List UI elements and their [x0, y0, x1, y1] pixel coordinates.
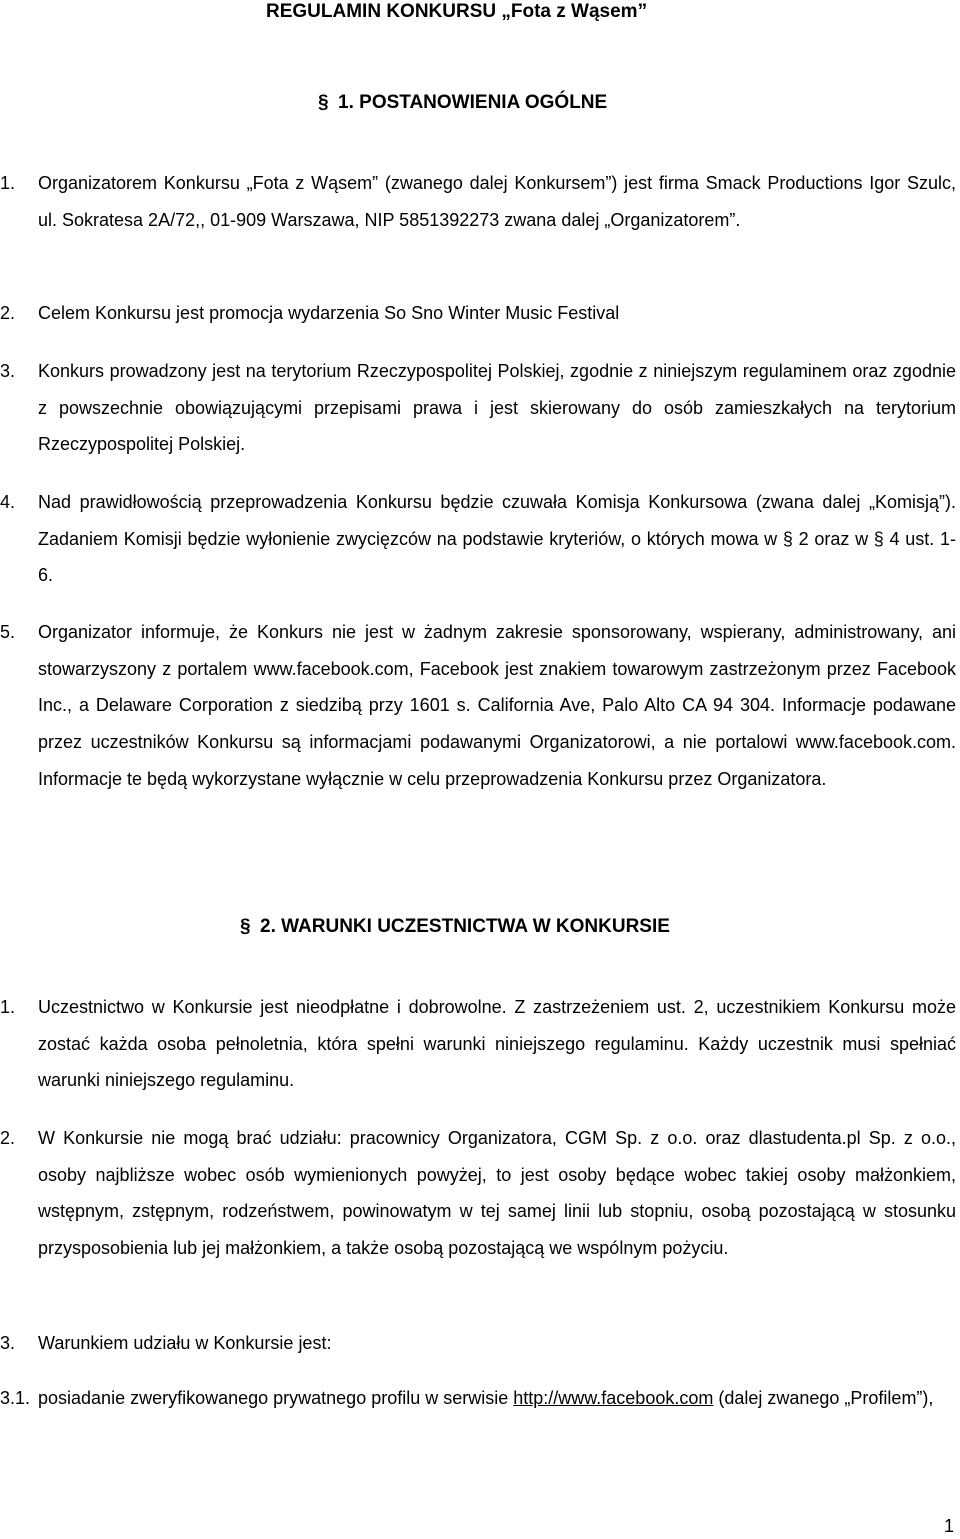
item-number: 3.: [0, 1333, 16, 1353]
item-text: Nad prawidłowością przeprowadzenia Konkursu będzie czuwała Komisja Konkursowa (zwana dalej „Komisją”). Zadaniem Komisji będzie wyłonienie zwycięzców na podstawie kryteriów, o których mowa w § 2 oraz w § 4 ust. 1- 6.: [38, 492, 956, 586]
item-text-after: (dalej zwanego „Profilem”),: [713, 1388, 934, 1408]
section-heading-2: [240, 916, 670, 938]
item-text: Warunkiem udziału w Konkursie jest:: [38, 1333, 332, 1353]
item-number: 2.: [0, 303, 16, 323]
section-heading-number: 1.: [338, 92, 354, 113]
item-number: 2.: [0, 1128, 16, 1148]
item-text: [38, 1380, 956, 1417]
section-heading-1: [318, 92, 607, 114]
section-heading-text: POSTANOWIENIA OGÓLNE: [359, 92, 608, 113]
item-number: 5.: [0, 622, 16, 642]
item-number: 3.: [0, 361, 16, 381]
page-number: 1: [943, 1516, 954, 1536]
item-number: 1.: [0, 997, 16, 1017]
item-text: Uczestnictwo w Konkursie jest nieodpłatne i dobrowolne. Z zastrzeżeniem ust. 2, uczestnikiem Konkursu może zostać każda osoba pełnoletnia, która spełni warunki niniejszego regulaminu. Każdy uczestnik musi spełniać warunki niniejszego regulaminu.: [38, 997, 956, 1091]
item-text: Organizatorem Konkursu „Fota z Wąsem” (zwanego dalej Konkursem”) jest firma Smack Productions Igor Szulc, ul. Sokratesa 2A/72,, 01-909 Warszawa, NIP 5851392273 zwana dalej „Organizatorem”.: [38, 173, 956, 230]
section-bullet: §: [318, 92, 329, 113]
section-heading-text: WARUNKI UCZESTNICTWA W KONKURSIE: [281, 916, 670, 937]
item-text-before: posiadanie zweryfikowanego prywatnego profilu w serwisie: [38, 1388, 514, 1408]
item-number: 4.: [0, 492, 16, 512]
section-heading-number: 2.: [260, 916, 276, 937]
item-text: Organizator informuje, że Konkurs nie jest w żadnym zakresie sponsorowany, wspierany, administrowany, ani stowarzyszony z portalem www.facebook.com, Facebook jest znakiem towarowym zastrzeżonym przez Facebook Inc., a Delaware Corporation z siedzibą przy 1601 s. California Ave, Palo Alto CA 94 304. Informacje podawane przez uczestników Konkursu są informacjami podawanymi Organizatorowi, a nie portalowi www.facebook.com. Informacje te będą wykorzystane wyłącznie w celu przeprowadzenia Konkursu przez Organizatora.: [38, 622, 956, 789]
facebook-link[interactable]: http://www.facebook.com: [513, 1388, 714, 1408]
document-title-text: REGULAMIN KONKURSU „Fota z Wąsem”: [266, 1, 648, 22]
item-text: Konkurs prowadzony jest na terytorium Rzeczypospolitej Polskiej, zgodnie z niniejszym regulaminem oraz zgodnie z powszechnie obowiązującymi przepisami prawa i jest skierowany do osób zamieszkałych na terytorium Rzeczypospolitej Polskiej.: [38, 361, 956, 455]
item-number: 3.1.: [0, 1388, 31, 1408]
item-text: Celem Konkursu jest promocja wydarzenia So Sno Winter Music Festival: [38, 303, 620, 323]
item-number: 1.: [0, 173, 16, 193]
section-bullet: §: [240, 916, 251, 937]
item-text: W Konkursie nie mogą brać udziału: pracownicy Organizatora, CGM Sp. z o.o. oraz dlastudenta.pl Sp. z o.o., osoby najbliższe wobec osób wymienionych powyżej, to jest osoby będące wobec takiej osoby małżonkiem, wstępnym, zstępnym, rodzeństwem, powinowatym w tej samej linii lub stopniu, osobą pozostającą w stosunku przysposobienia lub jej małżonkiem, a także osobą pozostającą we wspólnym pożyciu.: [38, 1128, 956, 1259]
